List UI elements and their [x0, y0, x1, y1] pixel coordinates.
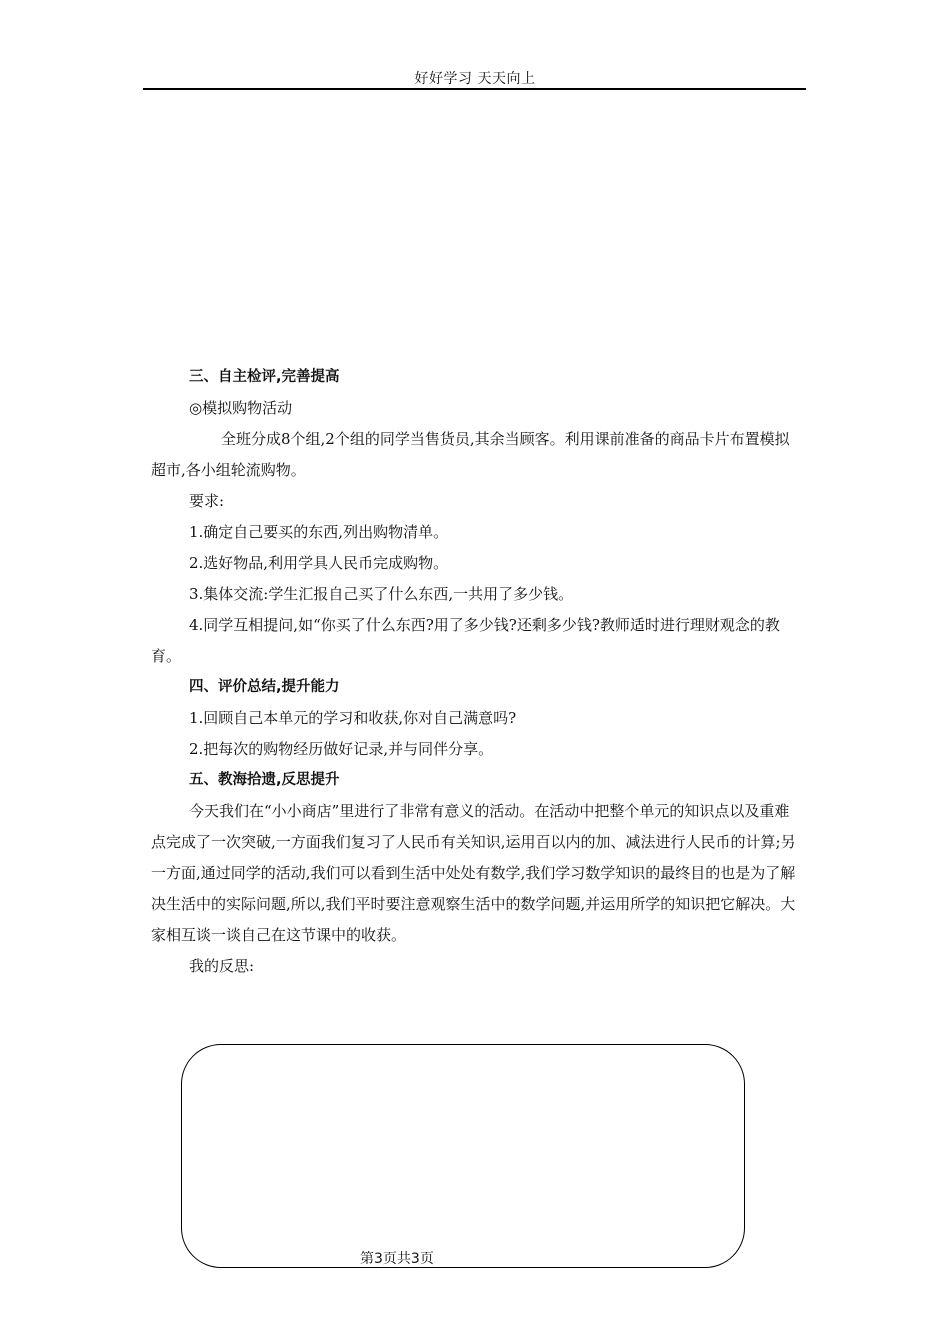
- section-3-subtitle: ◎模拟购物活动: [189, 399, 293, 417]
- page-number: 第3页共3页: [360, 1251, 434, 1267]
- section-4-title: 四、评价总结,提升能力: [189, 679, 340, 695]
- requirement-item: 3.集体交流:学生汇报自己买了什么东西,一共用了多少钱。: [189, 585, 574, 603]
- reflection-box: [181, 1044, 745, 1268]
- summary-item: 1.回顾自己本单元的学习和收获,你对自己满意吗?: [189, 709, 517, 727]
- requirement-item: 2.选好物品,利用学具人民币完成购物。: [189, 554, 449, 572]
- header-divider: [143, 88, 806, 90]
- summary-item: 2.把每次的购物经历做好记录,并与同伴分享。: [189, 740, 494, 758]
- section-5-paragraph: 今天我们在“小小商店”里进行了非常有意义的活动。在活动中把整个单元的知识点以及重难点完成了一次突破,一方面我们复习了人民币有关知识,运用百以内的加、减法进行人民币的计算;另一方面,通过同学的活动,我们可以看到生活中处处有数学,我们学习数学知识的最终目的也是为了解决生活中的实际问题,所以,我们平时要注意观察生活中的数学问题,并运用所学的知识把它解决。大家相互谈一谈自己在这节课中的收获。: [151, 802, 796, 944]
- reflection-label: 我的反思:: [189, 957, 255, 975]
- requirement-item: 4.同学互相提问,如“你买了什么东西?用了多少钱?还剩多少钱?教师适时进行理财观念的教育。: [151, 616, 780, 665]
- section-5-title: 五、教海拾遗,反思提升: [189, 772, 340, 788]
- requirement-item: 1.确定自己要买的东西,列出购物清单。: [189, 523, 449, 541]
- document-body: [151, 362, 801, 982]
- requirements-label: 要求:: [189, 492, 225, 510]
- page-header: 好好学习 天天向上: [414, 71, 536, 87]
- section-3-paragraph: 全班分成8个组,2个组的同学当售货员,其余当顾客。利用课前准备的商品卡片布置模拟超市,各小组轮流购物。: [151, 430, 790, 479]
- section-3-title: 三、自主检评,完善提高: [189, 369, 340, 385]
